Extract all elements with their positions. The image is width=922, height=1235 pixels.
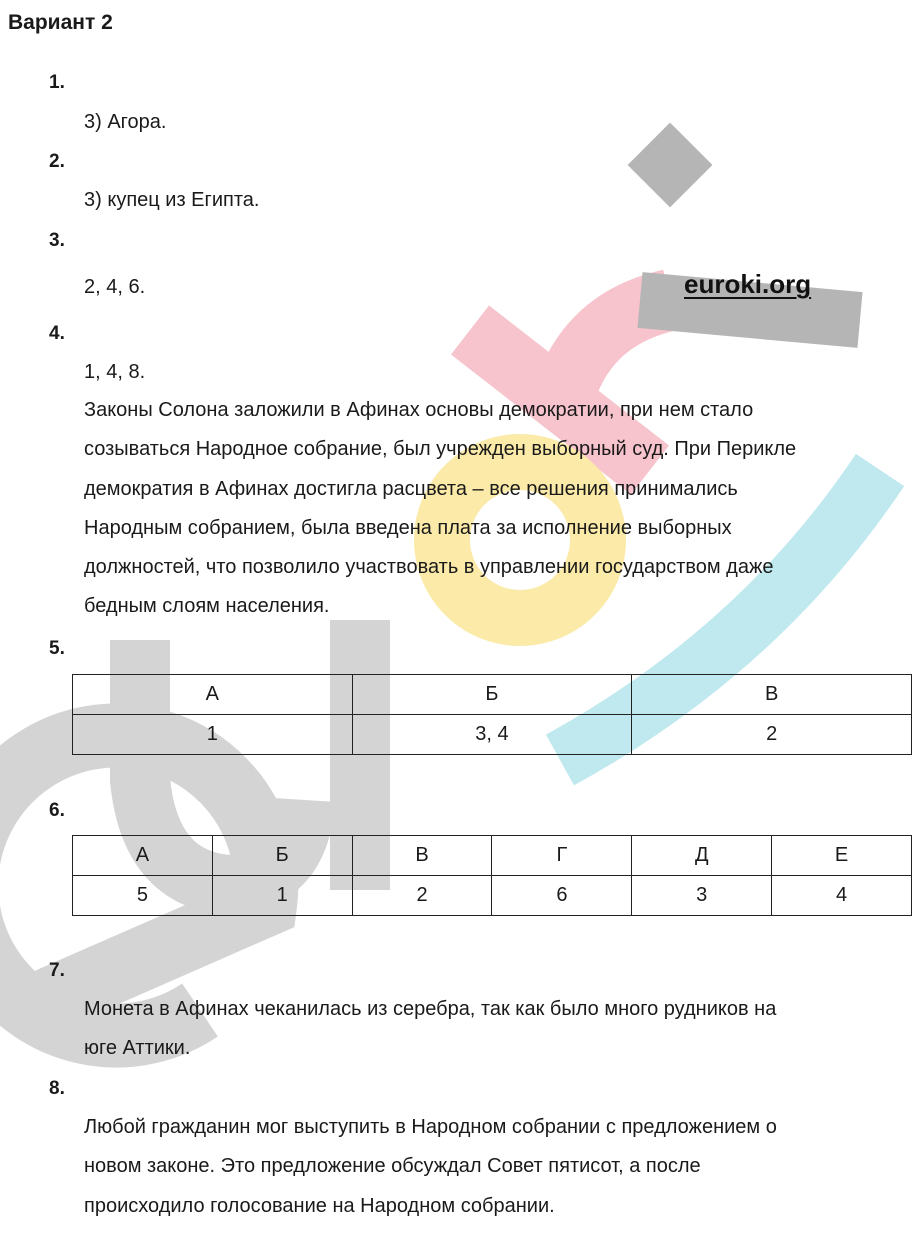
- question-answer: 2, 4, 6.: [84, 276, 146, 298]
- explanation-line: бедным слоям населения.: [84, 595, 330, 618]
- table-header-cell: А: [73, 675, 353, 715]
- table-header-cell: Б: [212, 836, 352, 876]
- table-header-cell: Б: [352, 675, 632, 715]
- answer-line: юге Аттики.: [84, 1037, 191, 1060]
- table-value-cell: 1: [73, 715, 353, 755]
- answer-table-6: [72, 835, 912, 916]
- table-value-cell: 2: [352, 876, 492, 916]
- question-explanation: [84, 391, 796, 627]
- answer-line: новом законе. Это предложение обсуждал Совет пятисот, а после: [84, 1155, 701, 1178]
- table-value-cell: 2: [632, 715, 912, 755]
- question-number: 2.: [49, 151, 65, 172]
- table-header-cell: Е: [772, 836, 912, 876]
- question-number: 8.: [49, 1078, 65, 1099]
- table-value-row: [73, 715, 912, 755]
- explanation-line: должностей, что позволило участвовать в управлении государством даже: [84, 556, 774, 579]
- answer-table-5: [72, 674, 912, 755]
- table-value-cell: 4: [772, 876, 912, 916]
- question-answer: 1, 4, 8.: [84, 361, 146, 383]
- answer-line: Любой гражданин мог выступить в Народном собрании с предложением о: [84, 1116, 777, 1138]
- answer-line: Монета в Афинах чеканилась из серебра, так как было много рудников на: [84, 998, 777, 1020]
- question-answer: 3) купец из Египта.: [84, 189, 260, 211]
- table-header-row: [73, 675, 912, 715]
- page-title: Вариант 2: [8, 11, 113, 34]
- table-value-cell: 3: [632, 876, 772, 916]
- explanation-line: демократия в Афинах достигла расцвета – все решения принимались: [84, 477, 738, 500]
- table-header-cell: В: [632, 675, 912, 715]
- question-answer: [84, 1108, 777, 1226]
- question-number: 4.: [49, 323, 65, 344]
- answer-line: происходило голосование на Народном собрании.: [84, 1194, 555, 1217]
- question-answer: 3) Агора.: [84, 111, 167, 133]
- table-value-cell: 1: [212, 876, 352, 916]
- table-header-row: [73, 836, 912, 876]
- explanation-line: Законы Солона заложили в Афинах основы демократии, при нем стало: [84, 399, 754, 421]
- table-value-row: [73, 876, 912, 916]
- explanation-line: Народным собранием, была введена плата за исполнение выборных: [84, 516, 732, 539]
- table-value-cell: 6: [492, 876, 632, 916]
- table-header-cell: Г: [492, 836, 632, 876]
- question-number: 3.: [49, 230, 65, 251]
- table-value-cell: 5: [73, 876, 213, 916]
- site-logo-link[interactable]: euroki.org: [684, 269, 812, 299]
- question-answer: [84, 990, 776, 1069]
- question-number: 6.: [49, 800, 65, 821]
- table-header-cell: А: [73, 836, 213, 876]
- table-header-cell: Д: [632, 836, 772, 876]
- table-value-cell: 3, 4: [352, 715, 632, 755]
- explanation-line: созываться Народное собрание, был учрежден выборный суд. При Перикле: [84, 438, 797, 461]
- table-header-cell: В: [352, 836, 492, 876]
- question-number: 5.: [49, 638, 65, 659]
- question-number: 7.: [49, 960, 65, 981]
- question-number: 1.: [49, 72, 65, 93]
